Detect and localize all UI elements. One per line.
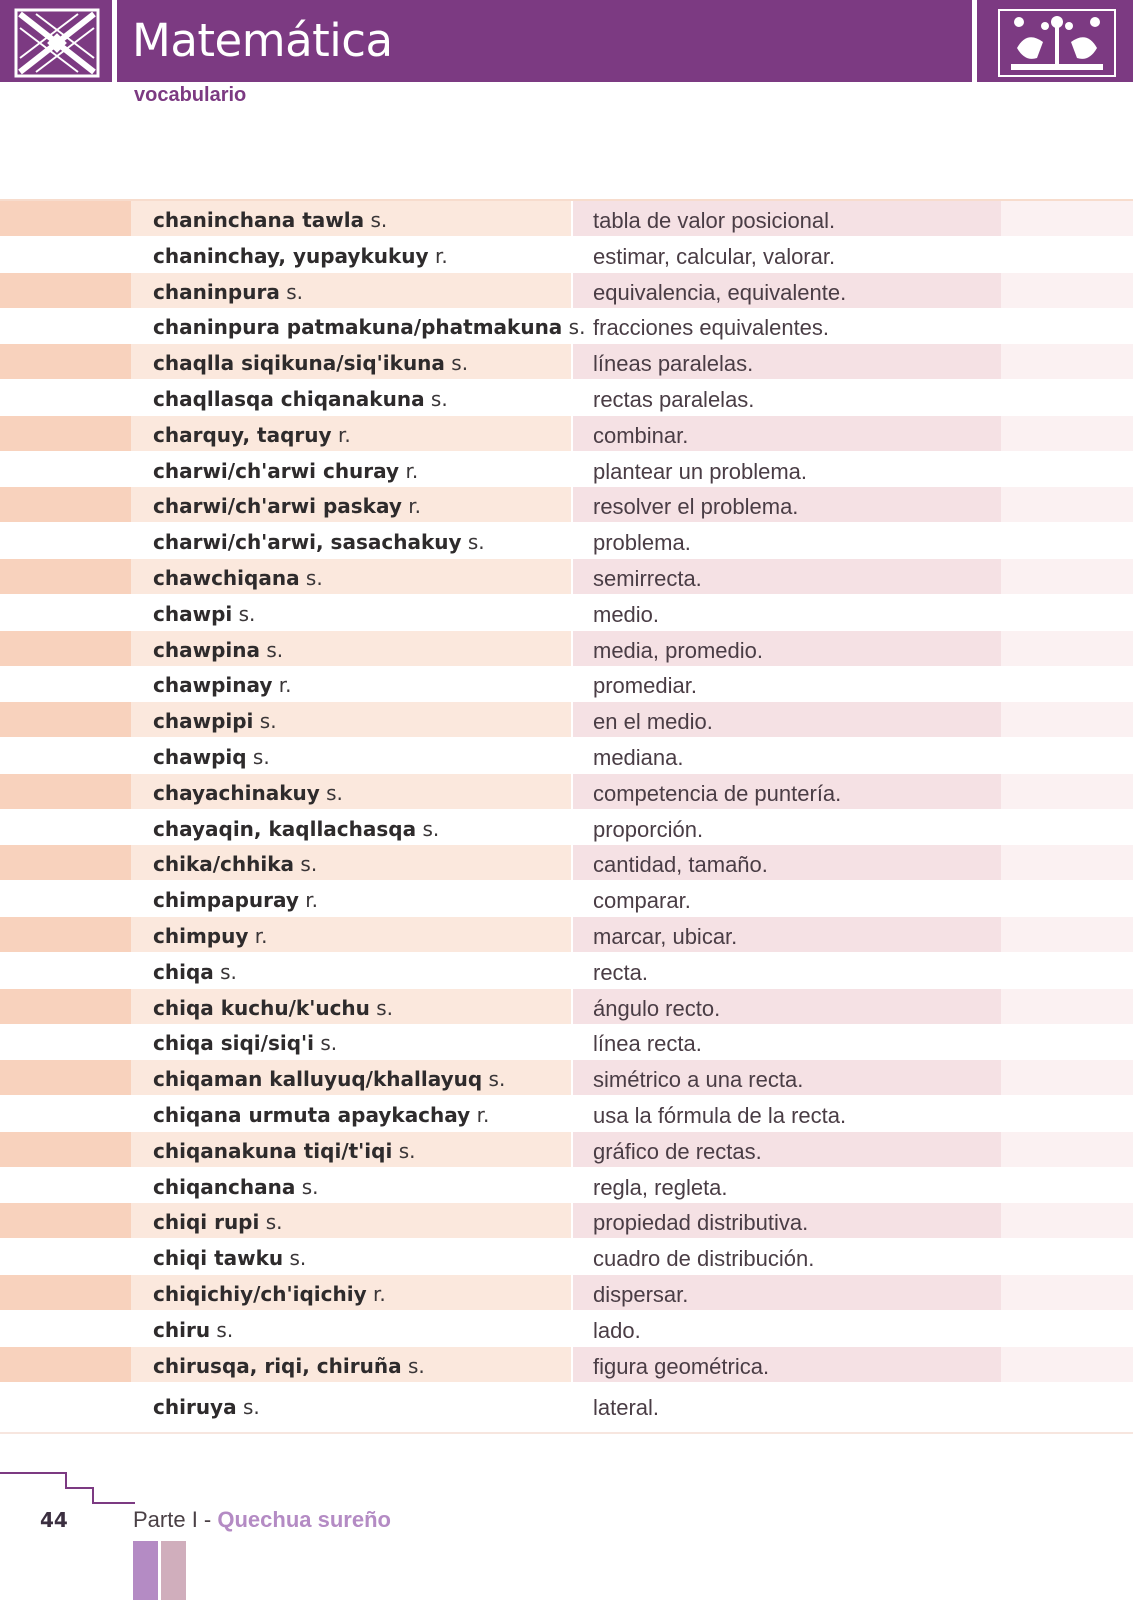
spanish-definition: cantidad, tamaño. bbox=[593, 852, 768, 878]
spanish-definition: regla, regleta. bbox=[593, 1174, 728, 1200]
part-of-speech: s. bbox=[242, 1395, 260, 1420]
spanish-definition: media, promedio. bbox=[593, 637, 763, 663]
table-row bbox=[0, 1096, 1133, 1131]
table-row bbox=[0, 1347, 1133, 1382]
birds-tree-icon bbox=[997, 8, 1117, 78]
row-background bbox=[0, 631, 131, 666]
row-background bbox=[0, 416, 131, 451]
term-cell bbox=[153, 423, 351, 447]
row-background bbox=[0, 273, 131, 308]
part-of-speech: r. bbox=[373, 1282, 386, 1306]
row-background bbox=[1001, 237, 1133, 272]
part-of-speech: r. bbox=[254, 924, 268, 948]
row-background bbox=[1001, 845, 1133, 880]
row-background bbox=[1001, 1096, 1133, 1131]
term-cell bbox=[153, 745, 270, 769]
spanish-definition: equivalencia, equivalente. bbox=[593, 279, 847, 305]
term-cell bbox=[153, 960, 237, 984]
term-cell bbox=[153, 996, 393, 1020]
part-of-speech: s. bbox=[301, 1174, 319, 1199]
quechua-term: chawpinay bbox=[153, 673, 273, 698]
spanish-definition: problema. bbox=[593, 530, 691, 556]
table-row bbox=[0, 559, 1133, 594]
page-title: Matemática bbox=[132, 14, 393, 67]
spanish-definition: proporción. bbox=[593, 816, 704, 842]
table-row bbox=[0, 1132, 1133, 1167]
left-ornament bbox=[0, 0, 117, 82]
table-row bbox=[0, 523, 1133, 558]
table-row bbox=[0, 810, 1133, 845]
footer-part: Parte I - bbox=[133, 1507, 218, 1532]
row-background bbox=[1001, 1024, 1133, 1059]
row-background bbox=[0, 1388, 131, 1423]
quechua-term: chiru bbox=[153, 1317, 211, 1342]
quechua-term: chaninpura patmakuna/phatmakuna bbox=[153, 315, 563, 340]
row-background bbox=[1001, 1132, 1133, 1167]
row-background bbox=[0, 1024, 131, 1059]
row-background bbox=[0, 1275, 131, 1310]
spanish-definition: promediar. bbox=[593, 673, 697, 699]
spanish-definition: combinar. bbox=[593, 422, 689, 448]
row-background bbox=[0, 774, 131, 809]
quechua-term: chiqi tawku bbox=[153, 1246, 284, 1271]
row-background bbox=[0, 1060, 131, 1095]
row-background bbox=[0, 1311, 131, 1346]
term-cell bbox=[153, 602, 255, 626]
quechua-term: chaninpura bbox=[153, 279, 280, 304]
footer-text bbox=[133, 1507, 391, 1533]
quechua-term: chiqa bbox=[153, 959, 214, 984]
part-of-speech: s. bbox=[422, 816, 440, 841]
term-cell bbox=[153, 494, 421, 518]
term-cell bbox=[153, 1282, 386, 1306]
spanish-definition: usa la fórmula de la recta. bbox=[593, 1103, 847, 1128]
row-background bbox=[1001, 953, 1133, 988]
spanish-definition: competencia de puntería. bbox=[593, 780, 842, 806]
part-of-speech: s. bbox=[326, 780, 343, 805]
row-background bbox=[1001, 666, 1133, 701]
table-row bbox=[0, 1203, 1133, 1238]
spanish-definition: lateral. bbox=[593, 1395, 660, 1421]
spanish-definition: comparar. bbox=[593, 888, 691, 914]
table-row bbox=[0, 1275, 1133, 1310]
table-row bbox=[0, 1168, 1133, 1203]
table-row bbox=[0, 666, 1133, 701]
part-of-speech: s. bbox=[430, 387, 448, 411]
quechua-term: chawpi bbox=[153, 601, 233, 626]
table-row bbox=[0, 774, 1133, 809]
spanish-definition: en el medio. bbox=[593, 709, 713, 735]
quechua-term: chirusqa, riqi, chiruña bbox=[153, 1353, 402, 1378]
table-row bbox=[0, 308, 1133, 343]
page-number: 44 bbox=[40, 1508, 68, 1532]
part-of-speech: s. bbox=[568, 315, 586, 340]
part-of-speech: s. bbox=[398, 1138, 416, 1163]
row-background bbox=[1001, 487, 1133, 522]
table-row bbox=[0, 1239, 1133, 1274]
term-cell bbox=[153, 244, 448, 268]
part-of-speech: s. bbox=[320, 1031, 338, 1056]
spanish-definition: dispersar. bbox=[593, 1282, 689, 1307]
quechua-term: chiqanakuna tiqi/t'iqi bbox=[153, 1138, 393, 1163]
part-of-speech: r. bbox=[278, 673, 292, 698]
spanish-definition: líneas paralelas. bbox=[593, 351, 754, 377]
row-background bbox=[1001, 738, 1133, 773]
part-of-speech: s. bbox=[300, 852, 318, 877]
term-cell bbox=[153, 1210, 283, 1234]
row-background bbox=[1001, 452, 1133, 487]
quechua-term: chiqichiy/ch'iqichiy bbox=[153, 1282, 367, 1306]
footer-tab-purple bbox=[133, 1541, 158, 1600]
quechua-term: chiqanchana bbox=[153, 1174, 296, 1199]
table-row bbox=[0, 201, 1133, 236]
quechua-term: chiqi rupi bbox=[153, 1210, 260, 1235]
quechua-term: chiqa kuchu/k'uchu bbox=[153, 995, 370, 1020]
table-row bbox=[0, 595, 1133, 630]
table-row bbox=[0, 380, 1133, 415]
part-of-speech: r. bbox=[408, 494, 422, 519]
footer-tab-mauve bbox=[161, 1541, 186, 1600]
term-cell bbox=[153, 530, 485, 554]
row-background bbox=[0, 201, 131, 236]
row-background bbox=[0, 845, 131, 880]
part-of-speech: r. bbox=[405, 458, 419, 483]
table-row bbox=[0, 738, 1133, 773]
spanish-definition: rectas paralelas. bbox=[593, 387, 755, 412]
row-background bbox=[1001, 1060, 1133, 1095]
table-row bbox=[0, 1024, 1133, 1059]
row-background bbox=[1001, 774, 1133, 809]
footer-stepped-line bbox=[0, 1472, 140, 1512]
row-background bbox=[1001, 344, 1133, 379]
part-of-speech: s. bbox=[259, 709, 277, 734]
quechua-term: chaninchana tawla bbox=[153, 208, 365, 232]
quechua-term: chiqaman kalluyuq/khallayuq bbox=[153, 1067, 483, 1092]
spanish-definition: plantear un problema. bbox=[593, 458, 808, 484]
quechua-term: chayachinakuy bbox=[153, 780, 320, 805]
quechua-term: chaninchay, yupaykukuy bbox=[153, 243, 429, 268]
quechua-term: chimpuy bbox=[153, 924, 249, 948]
row-background bbox=[0, 1168, 131, 1203]
spanish-definition: marcar, ubicar. bbox=[593, 924, 738, 949]
row-background bbox=[1001, 523, 1133, 558]
part-of-speech: s. bbox=[216, 1317, 234, 1342]
row-background bbox=[0, 666, 131, 701]
part-of-speech: r. bbox=[434, 243, 448, 268]
quechua-term: charquy, taqruy bbox=[153, 422, 332, 447]
row-background bbox=[1001, 595, 1133, 630]
row-background bbox=[1001, 1239, 1133, 1274]
table-row bbox=[0, 1388, 1133, 1423]
term-cell bbox=[153, 1103, 489, 1127]
table-row bbox=[0, 845, 1133, 880]
part-of-speech: r. bbox=[476, 1103, 490, 1127]
spanish-definition: medio. bbox=[593, 601, 660, 627]
quechua-term: charwi/ch'arwi churay bbox=[153, 458, 400, 483]
table-row bbox=[0, 917, 1133, 952]
spanish-definition: figura geométrica. bbox=[593, 1353, 770, 1379]
row-background bbox=[1001, 631, 1133, 666]
row-background bbox=[1001, 702, 1133, 737]
part-of-speech: s. bbox=[376, 995, 394, 1020]
row-background bbox=[1001, 989, 1133, 1024]
term-cell bbox=[153, 280, 303, 304]
term-cell bbox=[153, 924, 268, 948]
table-row bbox=[0, 881, 1133, 916]
footer-language: Quechua sureño bbox=[217, 1507, 391, 1532]
table-row bbox=[0, 237, 1133, 272]
spanish-definition: gráfico de rectas. bbox=[593, 1138, 762, 1164]
term-cell bbox=[153, 315, 585, 339]
quechua-term: chawchiqana bbox=[153, 566, 300, 590]
row-background bbox=[1001, 881, 1133, 916]
row-background bbox=[0, 881, 131, 916]
term-cell bbox=[153, 459, 418, 483]
quechua-term: chayaqin, kaqllachasqa bbox=[153, 816, 417, 841]
term-cell bbox=[153, 888, 318, 912]
row-background bbox=[1001, 559, 1133, 594]
term-cell bbox=[153, 1067, 505, 1091]
row-background bbox=[0, 523, 131, 558]
term-cell bbox=[153, 1395, 260, 1419]
spanish-definition: semirrecta. bbox=[593, 566, 702, 591]
part-of-speech: s. bbox=[407, 1353, 425, 1378]
table-bottom-rule bbox=[0, 1432, 1133, 1434]
row-background bbox=[1001, 380, 1133, 415]
table-row bbox=[0, 452, 1133, 487]
row-background bbox=[0, 989, 131, 1024]
part-of-speech: r. bbox=[305, 888, 319, 913]
term-cell bbox=[153, 817, 439, 841]
row-background bbox=[0, 1203, 131, 1238]
table-row bbox=[0, 344, 1133, 379]
part-of-speech: s. bbox=[305, 566, 323, 590]
row-background bbox=[1001, 273, 1133, 308]
term-cell bbox=[153, 1139, 415, 1163]
row-background bbox=[0, 702, 131, 737]
spanish-definition: tabla de valor posicional. bbox=[593, 208, 836, 233]
spanish-definition: línea recta. bbox=[593, 1031, 702, 1057]
table-row bbox=[0, 702, 1133, 737]
part-of-speech: s. bbox=[265, 1210, 283, 1235]
quechua-term: chiqana urmuta apaykachay bbox=[153, 1103, 471, 1127]
term-cell bbox=[153, 673, 292, 697]
part-of-speech: s. bbox=[289, 1246, 307, 1271]
quechua-term: chawpipi bbox=[153, 709, 254, 734]
table-row bbox=[0, 273, 1133, 308]
row-background bbox=[0, 487, 131, 522]
term-cell bbox=[153, 781, 343, 805]
spanish-definition: ángulo recto. bbox=[593, 995, 721, 1021]
term-cell bbox=[153, 852, 317, 876]
quechua-term: charwi/ch'arwi, sasachakuy bbox=[153, 530, 462, 555]
geometric-pattern-icon bbox=[14, 8, 100, 78]
term-cell bbox=[153, 1246, 306, 1270]
term-cell bbox=[153, 1175, 318, 1199]
row-background bbox=[1001, 416, 1133, 451]
part-of-speech: s. bbox=[286, 279, 303, 304]
row-background bbox=[0, 559, 131, 594]
quechua-term: chika/chhika bbox=[153, 852, 295, 877]
part-of-speech: s. bbox=[252, 745, 270, 769]
part-of-speech: s. bbox=[266, 637, 284, 662]
part-of-speech: r. bbox=[337, 422, 351, 447]
quechua-term: chawpina bbox=[153, 637, 260, 662]
part-of-speech: s. bbox=[238, 601, 256, 626]
term-cell bbox=[153, 208, 387, 232]
spanish-definition: propiedad distributiva. bbox=[593, 1210, 809, 1236]
part-of-speech: s. bbox=[451, 351, 469, 376]
row-background bbox=[1001, 1168, 1133, 1203]
row-background bbox=[0, 380, 131, 415]
row-background bbox=[1001, 917, 1133, 952]
row-background bbox=[0, 237, 131, 272]
section-subtitle: vocabulario bbox=[134, 84, 247, 106]
spanish-definition: mediana. bbox=[593, 745, 684, 770]
term-cell bbox=[153, 1031, 337, 1055]
row-background bbox=[1001, 1311, 1133, 1346]
row-background bbox=[1001, 1347, 1133, 1382]
part-of-speech: s. bbox=[467, 530, 485, 555]
row-background bbox=[1001, 201, 1133, 236]
quechua-term: chiqa siqi/siq'i bbox=[153, 1031, 315, 1056]
term-cell bbox=[153, 638, 283, 662]
quechua-term: chaqlla siqikuna/siq'ikuna bbox=[153, 351, 445, 376]
row-background bbox=[0, 917, 131, 952]
row-background bbox=[0, 595, 131, 630]
right-ornament bbox=[972, 0, 1133, 82]
row-background bbox=[0, 738, 131, 773]
row-background bbox=[0, 953, 131, 988]
quechua-term: charwi/ch'arwi paskay bbox=[153, 494, 402, 519]
table-row bbox=[0, 487, 1133, 522]
term-cell bbox=[153, 387, 448, 411]
quechua-term: chiruya bbox=[153, 1395, 237, 1420]
part-of-speech: s. bbox=[488, 1067, 506, 1092]
row-background bbox=[0, 452, 131, 487]
row-background bbox=[1001, 810, 1133, 845]
spanish-definition: resolver el problema. bbox=[593, 494, 799, 520]
row-background bbox=[1001, 1275, 1133, 1310]
table-row bbox=[0, 416, 1133, 451]
quechua-term: chawpiq bbox=[153, 745, 247, 769]
row-background bbox=[0, 1096, 131, 1131]
spanish-definition: estimar, calcular, valorar. bbox=[593, 243, 836, 269]
table-row bbox=[0, 1311, 1133, 1346]
row-background bbox=[0, 1132, 131, 1167]
term-cell bbox=[153, 1318, 233, 1342]
table-row bbox=[0, 631, 1133, 666]
term-cell bbox=[153, 351, 468, 375]
part-of-speech: s. bbox=[370, 208, 388, 232]
row-background bbox=[0, 1347, 131, 1382]
term-cell bbox=[153, 1354, 425, 1378]
quechua-term: chaqllasqa chiqanakuna bbox=[153, 387, 425, 411]
term-cell bbox=[153, 566, 323, 590]
row-background bbox=[1001, 308, 1133, 343]
row-background bbox=[0, 810, 131, 845]
spanish-definition: recta. bbox=[593, 959, 649, 985]
row-background bbox=[1001, 1388, 1133, 1423]
table-row bbox=[0, 989, 1133, 1024]
row-background bbox=[0, 344, 131, 379]
term-cell bbox=[153, 709, 277, 733]
spanish-definition: cuadro de distribución. bbox=[593, 1246, 815, 1272]
row-background bbox=[1001, 1203, 1133, 1238]
part-of-speech: s. bbox=[220, 959, 237, 984]
table-row bbox=[0, 1060, 1133, 1095]
table-row bbox=[0, 953, 1133, 988]
spanish-definition: fracciones equivalentes. bbox=[593, 315, 830, 341]
row-background bbox=[0, 1239, 131, 1274]
spanish-definition: simétrico a una recta. bbox=[593, 1067, 804, 1093]
quechua-term: chimpapuray bbox=[153, 888, 299, 913]
spanish-definition: lado. bbox=[593, 1317, 641, 1343]
row-background bbox=[0, 308, 131, 343]
